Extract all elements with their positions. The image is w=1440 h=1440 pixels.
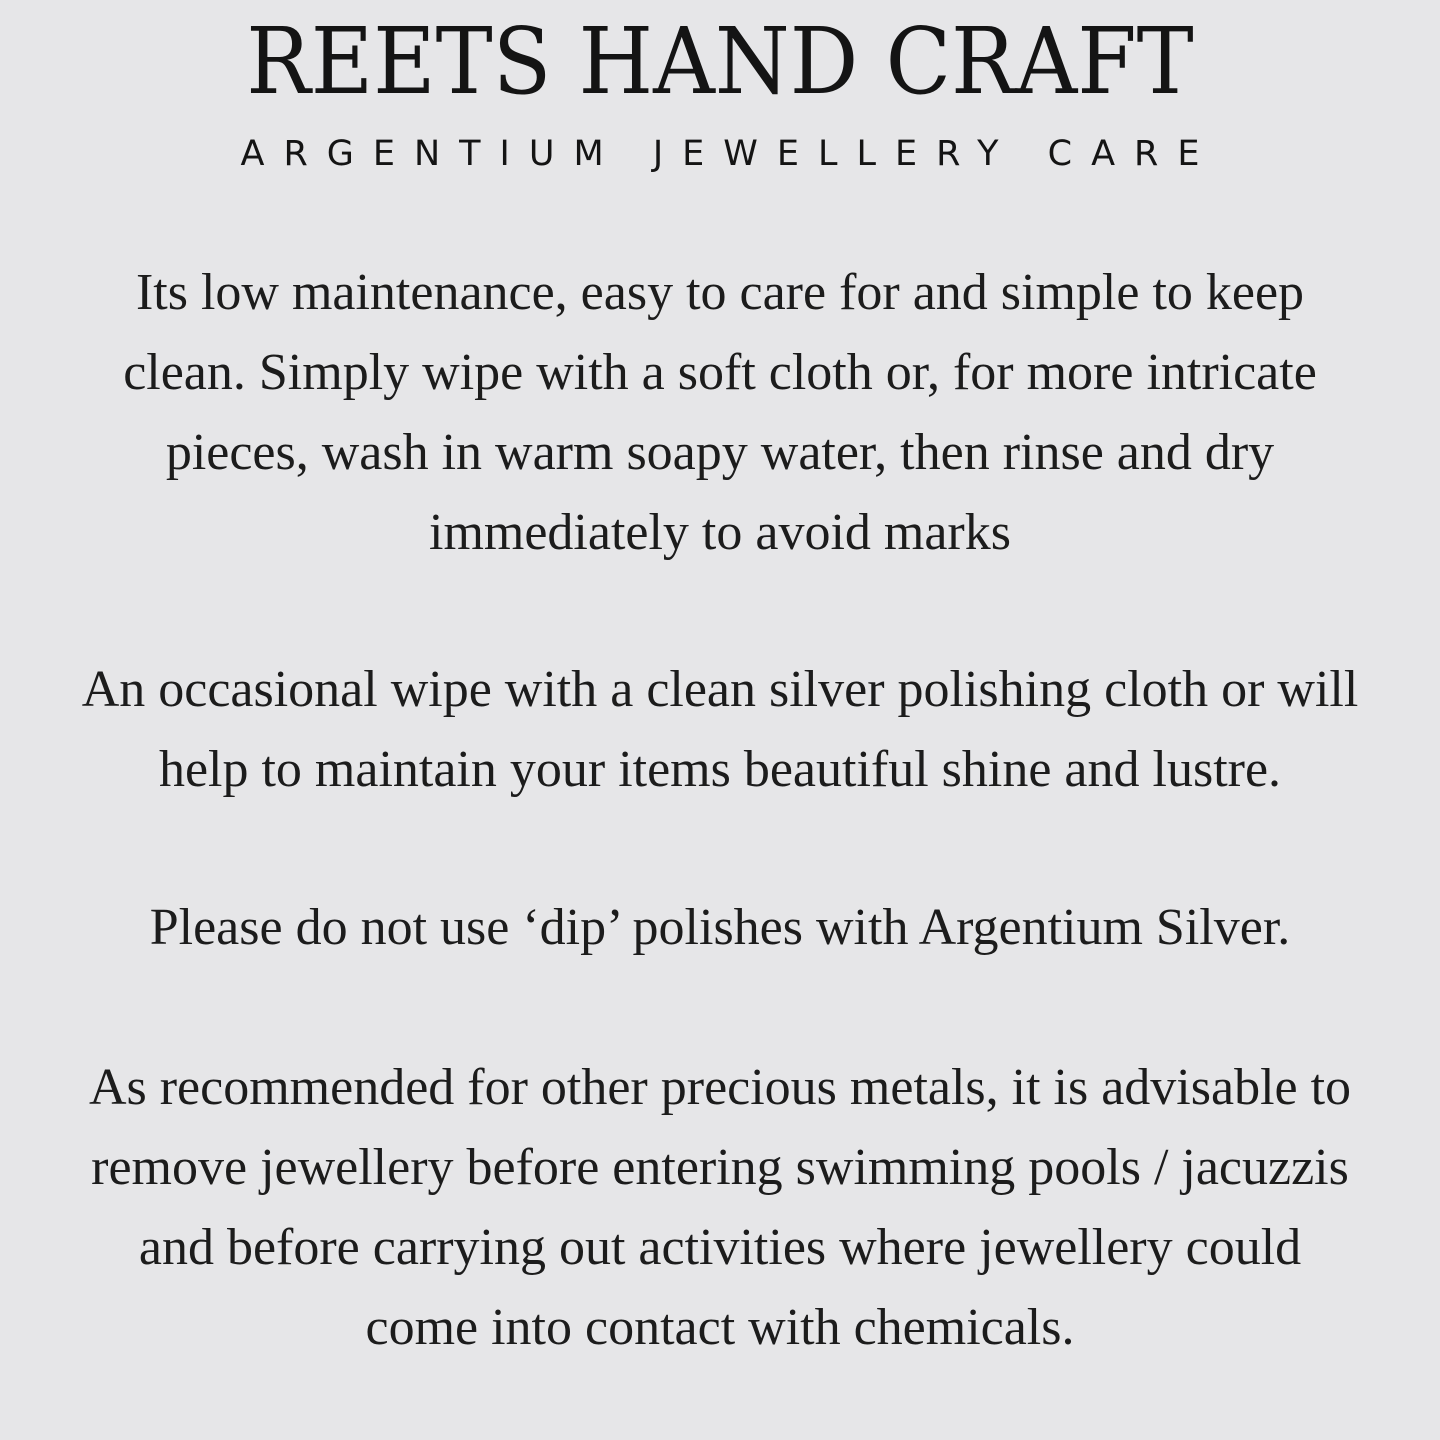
- care-paragraph-dip-warning: Please do not use ‘dip’ polishes with Argentium Silver.: [149, 899, 1291, 956]
- care-paragraph-cleaning: Its low maintenance, easy to care for and simple to keep clean. Simply wipe with a soft cloth or, for more intricate pieces, wash in warm soapy water, then rinse and dry immediately to avoid marks: [123, 264, 1317, 561]
- brand-title: REETS HAND CRAFT: [246, 8, 1194, 115]
- care-paragraph-removal-advice: As recommended for other precious metals, it is advisable to remove jewellery before entering swimming pools / jacuzzis and before carrying out activities where jewellery could come into contact with chemicals.: [88, 1059, 1352, 1356]
- care-subtitle: ARGENTIUM JEWELLERY CARE: [240, 134, 1219, 174]
- care-paragraph-polishing: An occasional wipe with a clean silver polishing cloth or will help to maintain your items beautiful shine and lustre.: [81, 661, 1359, 798]
